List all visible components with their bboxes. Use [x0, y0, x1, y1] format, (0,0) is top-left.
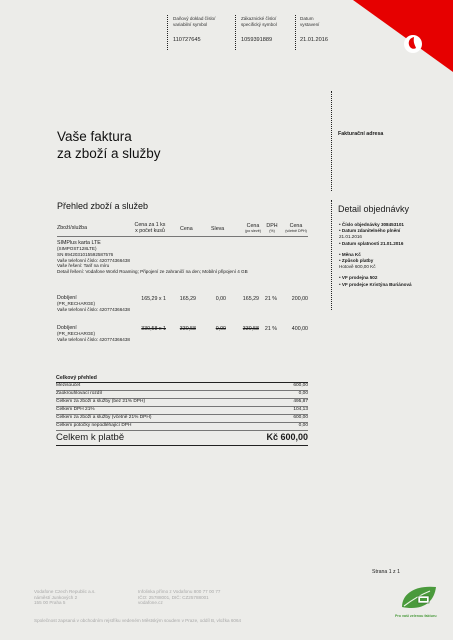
due-date: • Datum splatnosti 21.01.2016 [339, 240, 404, 246]
summary-row: Celkem za zboží a služby (bez 21% DPH) 495,87 [56, 398, 308, 407]
vodafone-logo [353, 0, 453, 72]
order-details [339, 222, 451, 288]
topup-discount: 0,00 [215, 296, 226, 302]
header-separator [295, 15, 296, 50]
col-discount: Sleva [211, 226, 225, 232]
footer-contact: Infolinka přímo z Vodafonu 800 77 00 77 IČO: 25788001, DIČ: CZ25788001 vodafone.cz [138, 589, 221, 606]
sim-detail: Detail řešení: Vodafone World Roaming; Připojení ze zahraničí na den; Mobilní připojení 4 GB [57, 268, 248, 274]
topup-total: 400,00 [291, 326, 308, 332]
taxable-date-label: • Datum zdanitelného plnění [339, 228, 401, 234]
sim-phone: Vaše telefonní číslo: 420774366438 [57, 257, 130, 263]
table-row-topup [57, 295, 130, 313]
total-value: Kč 600,00 [266, 432, 308, 442]
footer-company: Vodafone Czech Republic a.s. náměstí Junkových 2 155 00 Praha 5 [34, 589, 96, 606]
topup-name: Dobíjení [57, 295, 77, 301]
issue-date-label: Datum vystavení [300, 16, 320, 27]
summary-row: Celkem za zboží a služby (včetně 21% DPH) 600,00 [56, 414, 308, 423]
summary-row: Zaokrouhlovací rozdíl 0,00 [56, 390, 308, 399]
overview-heading: Přehled zboží a služeb [57, 201, 149, 211]
col-price-qty: Cena za 1 ks x počet kusů [134, 222, 166, 235]
billing-address-label: Fakturační adresa [338, 131, 384, 137]
order-heading: Detail objednávky [338, 204, 410, 214]
table-row-topup [57, 325, 130, 343]
sim-serial: SN 8942031015592587576 [57, 252, 114, 257]
topup-unit-qty: 330,58 x 1 [141, 326, 166, 332]
total-rule [56, 445, 308, 446]
page-number: Strana 1 z 1 [372, 569, 400, 575]
table-row-sim [57, 240, 312, 274]
customer-number-label: Zákaznické číslo/ specifický symbol [241, 16, 277, 27]
col-net: Cena (po slevě) [245, 223, 261, 234]
topup-net: 330,58 [242, 326, 259, 332]
store: • VF prodejna 502 [339, 275, 378, 281]
table-header-rule [57, 236, 308, 237]
page-title: Vaše faktura za zboží a služby [57, 129, 161, 161]
topup-price: 330,58 [179, 326, 196, 332]
summary-heading: Celkový přehled [56, 375, 97, 381]
currency: • Měna Kč [339, 251, 361, 257]
tax-doc-label: Daňový doklad číslo/ variabilní symbol [173, 16, 216, 27]
topup-vat: 21 % [264, 296, 277, 302]
topup-net: 165,29 [242, 296, 259, 302]
topup-unit-qty: 165,29 x 1 [141, 296, 166, 302]
order-number: • Číslo objednávky 308453101 [339, 222, 404, 227]
topup-price: 165,29 [179, 296, 196, 302]
topup-total: 200,00 [291, 296, 308, 302]
summary-row: Celkem DPH 21% 104,13 [56, 406, 308, 415]
col-price: Cena [180, 226, 193, 232]
summary-row: Mezisoučet 600,00 [56, 382, 308, 391]
customer-number: 1059391889 [241, 37, 273, 43]
header-separator [235, 15, 236, 50]
topup-phone: Vaše telefonní číslo: 420774366438 [57, 307, 130, 312]
green-invoice-label: Pro vaši zelenou fakturu [395, 614, 437, 618]
tax-doc-number: 110727645 [173, 37, 201, 43]
footer-register: Společnost zapsaná v obchodním rejstříku vedeném Městským soudem v Praze, oddíl B, vložka 6064 [34, 618, 242, 623]
green-invoice-icon [398, 583, 440, 613]
topup-code: (PR_RECHARGE) [57, 301, 96, 307]
col-total: Cena (včetně DPH) [285, 223, 307, 234]
sim-plan: Vaše řešení: Tarif na míru [57, 263, 110, 269]
topup-vat: 21 % [264, 326, 277, 332]
topup-code: (PR_RECHARGE) [57, 331, 96, 337]
col-item: Zboží/služba [57, 225, 88, 231]
issue-date: 21.01.2016 [300, 37, 328, 43]
topup-name: Dobíjení [57, 325, 77, 331]
topup-discount: 0,00 [215, 326, 226, 332]
total-label: Celkem k platbě [56, 432, 125, 443]
summary-row: Celkem potočky nepodléhající DPH 0,00 [56, 422, 308, 431]
payment-method: Hotově 600,00 Kč [339, 264, 376, 270]
sim-name: SIMPlus karta LTE [57, 240, 101, 246]
sim-code: (SIMPOST128LTE) [57, 246, 97, 252]
topup-phone: Vaše telefonní číslo: 420774366438 [57, 337, 130, 342]
seller: • VF prodejce Kristýna Buriánová [339, 281, 412, 287]
taxable-date: 21.01.2016 [339, 234, 362, 240]
payment-method-label: • Způsob platby [339, 258, 374, 264]
col-vat: DPH (%) [266, 223, 278, 234]
address-separator [331, 91, 332, 191]
header-separator [167, 15, 168, 50]
order-separator [331, 200, 332, 310]
